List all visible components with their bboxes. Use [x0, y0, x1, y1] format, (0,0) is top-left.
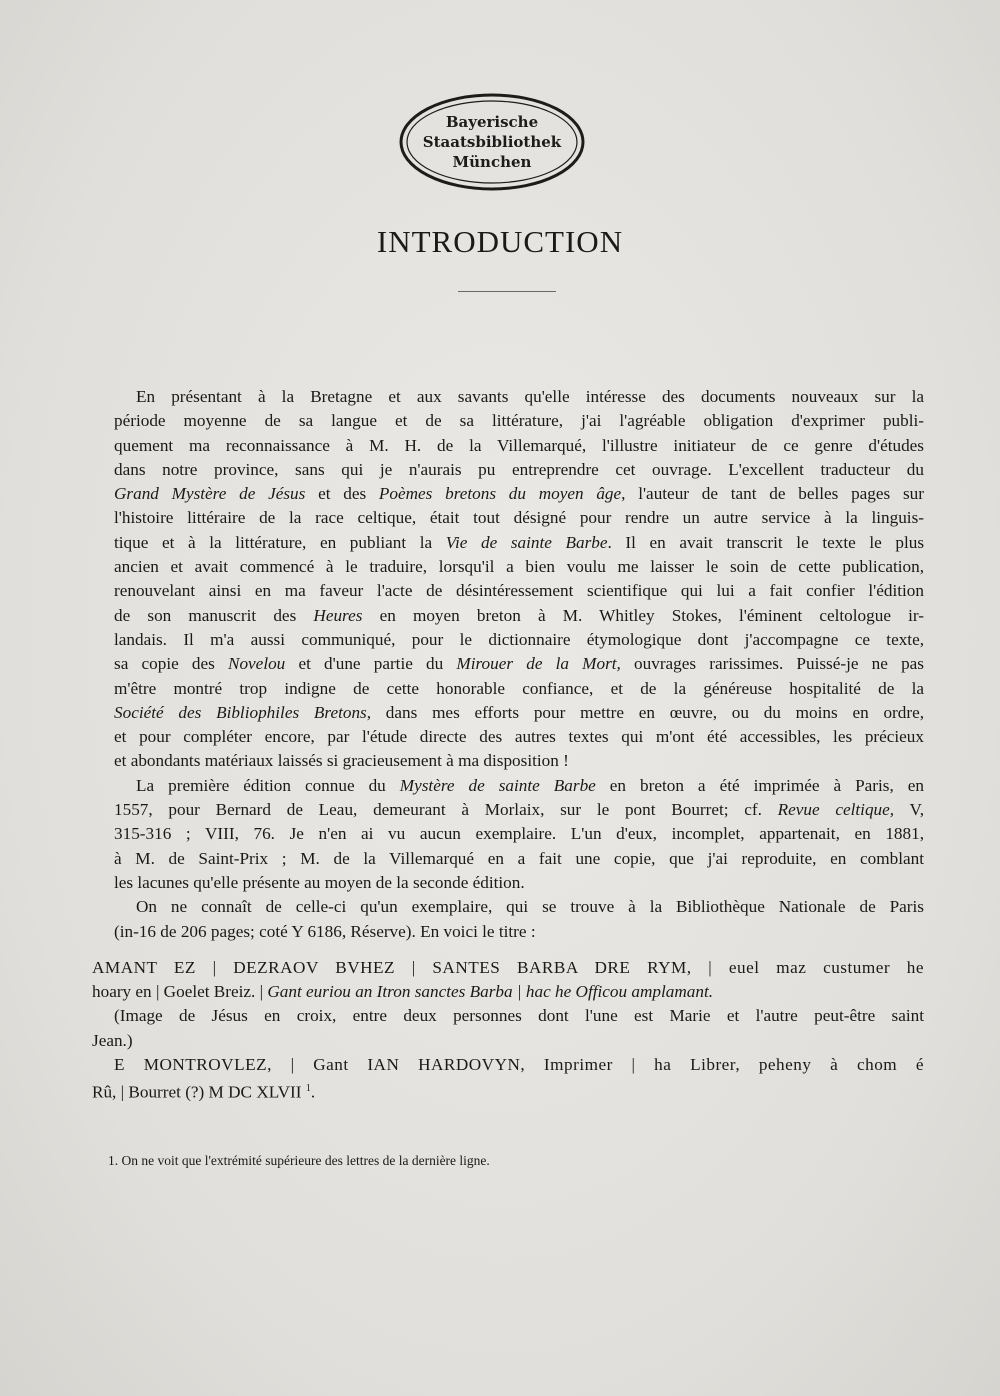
title-page-transcription: [92, 956, 924, 1106]
text-line: quement ma reconnaissance à M. H. de la Villemarqué, l'illustre initiateur de ce genre d'études: [114, 435, 924, 455]
text-line: [92, 652, 924, 676]
text-run: 1557, pour Bernard de Leau, demeurant à Morlaix, sur le pont Bourret; cf.: [114, 800, 778, 820]
text-line: landais. Il m'a aussi communiqué, pour le dictionnaire étymologique dont j'accompagne ce texte,: [114, 629, 924, 649]
text-line: [92, 482, 924, 506]
text-line: renouvelant ainsi en ma faveur l'acte de désintéressement scientifique qui lui a fait confier l'édition: [114, 581, 924, 601]
stamp-line-2: Staatsbibliothek: [422, 133, 562, 151]
book-title: Gant euriou an Itron sanctes Barba | hac he Officou amplamant.: [267, 982, 714, 1002]
body-text: [92, 385, 924, 1105]
paragraph-2: [92, 774, 924, 895]
text-run: ouvrages rarissimes. Puissé-je ne pas: [620, 654, 924, 674]
text-run: , dans mes efforts pour mettre en œuvre, ou du moins en ordre,: [366, 702, 924, 722]
text-line: à M. de Saint-Prix ; M. de la Villemarqué en a fait une copie, que j'ai reproduite, en comblant: [114, 848, 924, 868]
book-title: Novelou: [228, 654, 286, 674]
book-title: Mystère de sainte Barbe: [399, 775, 596, 795]
footnote-marker: 1: [305, 1083, 311, 1095]
text-run: , l'auteur de tant de belles pages sur: [621, 484, 924, 504]
text-run: tique et à la littérature, en publiant la: [114, 532, 446, 552]
text-line: [92, 980, 924, 1004]
text-run: et des: [305, 484, 379, 504]
text-run: V,: [894, 800, 924, 820]
book-title: Heures: [313, 605, 363, 625]
paragraph-3: [92, 895, 924, 944]
text-run: en breton a été imprimée à Paris, en: [595, 775, 924, 795]
book-title: Grand Mystère de Jésus: [114, 484, 306, 504]
book-title: Société des Bibliophiles Bretons: [114, 702, 367, 722]
stamp-line-3: München: [452, 153, 532, 171]
text-line: [92, 798, 924, 822]
text-line: E MONTROVLEZ, | Gant IAN HARDOVYN, Imprimer | ha Librer, peheny à chom é: [114, 1055, 924, 1075]
text-line: et pour compléter encore, par l'étude directe des autres textes qui m'ont été accessibles, les précieux: [114, 727, 924, 747]
book-title: Revue celtique,: [777, 800, 895, 820]
stamp-line-1: Bayerische: [445, 113, 539, 131]
text-line: m'être montré trop indigne de cette honorable confiance, et de la généreuse hospitalité de la: [114, 678, 924, 698]
book-title: Poèmes bretons du moyen âge: [378, 484, 622, 504]
text-line: (in-16 de 206 pages; coté Y 6186, Réserve). En voici le titre :: [114, 921, 536, 941]
text-line: [92, 604, 924, 628]
text-run: Rû, | Bourret (?) M DC XLVII: [92, 1083, 302, 1103]
footnote: 1. On ne voit que l'extrémité supérieure des lettres de la dernière ligne.: [108, 1153, 490, 1168]
text-line: [92, 774, 924, 798]
text-run: sa copie des: [114, 654, 228, 674]
text-run: . Il en avait transcrit le texte le plus: [607, 532, 925, 552]
text-line: AMANT EZ | DEZRAOV BVHEZ | SANTES BARBA DRE RYM, | euel maz custumer he: [92, 957, 924, 977]
text-line: [92, 701, 924, 725]
text-run: et d'une partie du: [285, 654, 457, 674]
text-line: On ne connaît de celle-ci qu'un exemplaire, qui se trouve à la Bibliothèque Nationale de Paris: [136, 897, 924, 917]
text-line: période moyenne de sa langue et de sa littérature, j'ai l'agréable obligation d'exprimer publi-: [114, 411, 924, 431]
page-title: INTRODUCTION: [376, 224, 624, 259]
text-line: [92, 1077, 924, 1105]
text-run: La première édition connue du: [136, 775, 400, 795]
title-divider: [458, 291, 556, 292]
text-line: En présentant à la Bretagne et aux savants qu'elle intéresse des documents nouveaux sur la: [136, 387, 924, 406]
text-line: dans notre province, sans qui je n'aurais pu entreprendre cet ouvrage. L'excellent traducteur du: [114, 459, 924, 479]
text-line: l'histoire littéraire de la race celtique, était tout désigné pour rendre un autre service à la linguis-: [114, 508, 924, 528]
text-run: .: [310, 1083, 316, 1103]
text-line: 315-316 ; VIII, 76. Je n'en ai vu aucun exemplaire. L'un d'eux, incomplet, appartenait, en 1881,: [114, 824, 924, 844]
text-line: Jean.): [92, 1030, 133, 1050]
text-run: de son manuscrit des: [114, 605, 314, 625]
book-title: Vie de sainte Barbe: [445, 532, 608, 552]
text-line: ancien et avait commencé à le traduire, lorsqu'il a bien voulu me laisser le soin de cette publication,: [114, 557, 924, 577]
text-run: hoary en | Goelet Breiz. |: [92, 982, 268, 1002]
text-run: en moyen breton à M. Whitley Stokes, l'éminent celtologue ir-: [362, 605, 924, 625]
library-stamp: [398, 92, 586, 192]
text-line: [92, 531, 924, 555]
book-title: Mirouer de la Mort,: [456, 654, 621, 674]
text-line: et abondants matériaux laissés si gracieusement à ma disposition !: [114, 751, 569, 771]
paragraph-1: [92, 385, 924, 774]
text-line: (Image de Jésus en croix, entre deux personnes dont l'une est Marie et l'autre peut-être saint: [114, 1006, 924, 1026]
text-line: les lacunes qu'elle présente au moyen de la seconde édition.: [114, 872, 525, 892]
